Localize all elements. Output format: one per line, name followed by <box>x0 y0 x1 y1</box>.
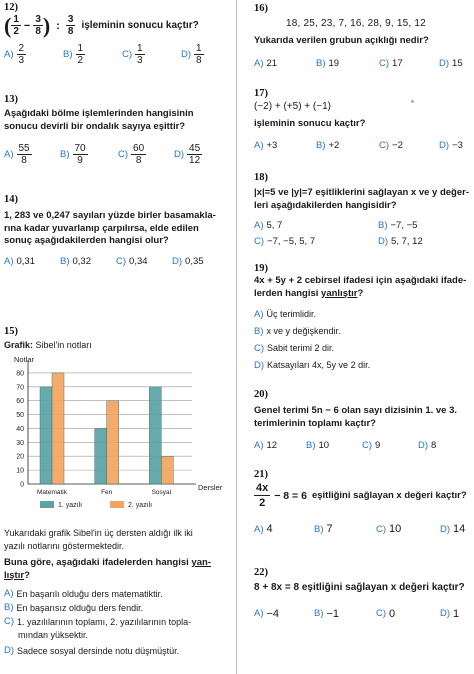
option-b[interactable]: B) 10 <box>306 440 330 451</box>
option-c[interactable]: C) 10 <box>376 523 402 535</box>
question-stem: ( $\frac{1}{2}$ − $\frac{3}{8}$ ) : $\frac{3}{8}$ işleminin sonucu kaçtır? <box>4 12 199 38</box>
option-d[interactable]: D) 0,35 <box>172 255 204 267</box>
question-17 <box>254 88 468 151</box>
option-c[interactable]: C) −7, −5, 5, 7 <box>254 236 316 247</box>
option-c[interactable]: C) 1. yazılılarının toplamı, 2. yazılılarının topla- <box>4 616 192 627</box>
answer-options <box>4 43 204 66</box>
option-c[interactable]: C) 17 <box>379 57 403 69</box>
y-tick-label: 20 <box>16 453 24 461</box>
y-tick-label: 50 <box>16 412 24 420</box>
option-b[interactable]: B) $\frac{1}{2}$ <box>63 43 84 66</box>
option-a[interactable]: A) 4 <box>254 523 273 535</box>
question-stem: Buna göre, aşağıdaki ifadelerden hangisi yan- lıştır? <box>4 557 211 581</box>
question-number: 14) <box>4 194 18 205</box>
answer-options <box>254 58 468 69</box>
option-d[interactable]: D) 15 <box>439 57 463 69</box>
y-tick-label: 0 <box>20 481 24 489</box>
question-20 <box>254 389 470 451</box>
option-d[interactable]: D) 8 <box>418 440 437 451</box>
question-number: 12) <box>4 2 18 13</box>
bar-1-matematik <box>40 387 52 484</box>
option-d[interactable]: D) 1 <box>440 607 460 620</box>
option-a[interactable]: A) 0,31 <box>4 255 35 267</box>
fraction: $\frac{3}{8}$ <box>67 14 74 37</box>
x-tick-label: Fen <box>101 489 113 496</box>
bar-2-sosyal <box>161 456 173 484</box>
question-stem: 4x + 5y + 2 cebirsel ifadesi için aşağıdaki ifade- lerden hangisi yanlıştır? <box>254 275 467 299</box>
option-b[interactable]: B) 19 <box>316 57 340 69</box>
option-d[interactable]: D) $\frac{1}{8}$ <box>181 43 202 66</box>
option-d[interactable]: D) 14 <box>440 523 466 535</box>
option-c[interactable]: C) 0,34 <box>116 255 148 267</box>
option-b[interactable]: B) x ve y değişkendir. <box>254 326 341 337</box>
legend-label: 2. yazılı <box>128 502 153 509</box>
option-b[interactable]: B) −1 <box>314 607 340 620</box>
option-b[interactable]: B) +2 <box>316 139 340 151</box>
option-b[interactable]: B) 0,32 <box>60 255 91 267</box>
question-22 <box>254 567 470 620</box>
option-a[interactable]: A) En başarılı olduğu ders matematiktir. <box>4 588 163 599</box>
bar-1-sosyal <box>149 387 161 484</box>
option-c[interactable]: C) $\frac{60}{8}$ <box>118 143 145 166</box>
question-14 <box>4 194 234 267</box>
chart-description: Yukarıdaki grafik Sibel'in üç dersten aldığı ilk iki yazılı notlarını göstermektedir. <box>4 528 193 551</box>
fraction: $\frac{1}{2}$ <box>13 14 19 37</box>
column-divider <box>236 0 237 674</box>
decorative-dot <box>411 100 414 103</box>
question-number: 16) <box>254 3 268 14</box>
bar-2-matematik <box>52 373 64 484</box>
answer-options <box>254 140 468 151</box>
option-d[interactable]: D) Katsayıları 4x, 5y ve 2 dir. <box>254 360 371 371</box>
option-c[interactable]: C) −2 <box>379 139 403 151</box>
question-stem: işleminin sonucu kaçtır? <box>254 118 366 129</box>
question-stem: 8 + 8x = 8 eşitliğini sağlayan x değeri kaçtır? <box>254 582 465 593</box>
question-stem: Aşağıdaki bölme işlemlerinden hangisinin sonucu devirli bir ondalık sayıya eşittir? <box>4 108 194 132</box>
question-stem: $\frac{4x}{2}$ − 8 = 6 eşitliğini sağlayan x değeri kaçtır? <box>256 482 467 509</box>
question-21 <box>254 469 470 535</box>
question-stem: 1, 283 ve 0,247 sayıları yüzde birler basamakla- rına kadar yuvarlanıp çarpılırsa, elde edilen sonuç aşağıdakilerden hangisi olur? <box>4 210 216 246</box>
option-b[interactable]: B) 7 <box>314 523 333 535</box>
question-number: 20) <box>254 389 268 400</box>
question-15-body <box>4 527 234 658</box>
option-d[interactable]: D) 5, 7, 12 <box>378 236 423 247</box>
option-a[interactable]: A) $\frac{55}{8}$ <box>4 143 30 166</box>
y-tick-label: 80 <box>16 370 24 378</box>
legend-swatch <box>110 501 124 508</box>
answer-options <box>254 306 470 374</box>
option-b[interactable]: B) $\frac{70}{9}$ <box>60 143 86 166</box>
question-number: 21) <box>254 469 268 480</box>
x-tick-label: Matematik <box>37 489 67 496</box>
answer-options <box>4 587 234 658</box>
y-tick-label: 70 <box>16 384 24 392</box>
y-tick-label: 60 <box>16 398 24 406</box>
bar-2-fen <box>107 401 119 484</box>
answer-options <box>254 608 470 620</box>
fraction: $\frac{3}{8}$ <box>35 14 41 37</box>
option-a[interactable]: A) 12 <box>254 440 278 451</box>
expression: (−2) + (+5) + (−1) <box>254 101 331 112</box>
y-tick-label: 30 <box>16 439 24 447</box>
y-tick-label: 10 <box>16 467 24 475</box>
x-tick-label: Sosyal <box>151 489 172 496</box>
question-12 <box>4 2 204 66</box>
option-c[interactable]: C) 9 <box>362 440 381 451</box>
question-number: 13) <box>4 94 18 105</box>
answer-options <box>254 523 470 535</box>
legend-label: 1. yazılı <box>58 502 83 509</box>
question-16 <box>254 3 468 69</box>
chart-caption: Grafik: Sibel'in notları <box>4 340 92 350</box>
x-axis-label: Dersler <box>198 483 223 492</box>
option-c-continued: mından yüksektir. <box>18 630 89 640</box>
question-number: 19) <box>254 263 268 274</box>
option-a[interactable]: A) +3 <box>254 139 278 151</box>
question-stem: |x|=5 ve |y|=7 eşitliklerini sağlayan x ve y değer- leri aşağıdakilerden hangisidir? <box>254 187 470 211</box>
option-a[interactable]: A) 21 <box>254 57 278 69</box>
answer-options <box>4 256 234 267</box>
answer-options <box>254 440 470 451</box>
option-d[interactable]: D) $\frac{45}{12}$ <box>174 143 201 166</box>
question-number: 17) <box>254 88 268 99</box>
bar-1-fen <box>95 428 107 484</box>
option-d[interactable]: D) −3 <box>439 139 463 151</box>
legend-swatch <box>40 501 54 508</box>
question-number: 15) <box>4 326 18 337</box>
y-tick-label: 40 <box>16 425 24 433</box>
option-a[interactable]: A) −4 <box>254 607 280 620</box>
question-stem: Yukarıda verilen grubun açıklığı nedir? <box>254 35 429 46</box>
option-c[interactable]: C) Sabit terimi 2 dir. <box>254 343 335 354</box>
question-13 <box>4 94 232 166</box>
option-c[interactable]: C) $\frac{1}{3}$ <box>122 43 143 66</box>
option-b[interactable]: B) −7, −5 <box>378 220 418 231</box>
option-b[interactable]: B) En başarısız olduğu ders fendir. <box>4 602 144 613</box>
option-a[interactable]: A) 5, 7 <box>254 220 283 231</box>
option-d[interactable]: D) Sadece sosyal dersinde notu düşmüştür. <box>4 645 180 656</box>
grades-bar-chart <box>4 354 230 522</box>
option-a[interactable]: A) Üç terimlidir. <box>254 309 317 320</box>
answer-options <box>254 218 470 250</box>
question-stem: Genel terimi 5n − 6 olan sayı dizisinin 1. ve 3. terimlerinin toplamı kaçtır? <box>254 405 458 429</box>
y-axis-label: Notlar <box>14 355 35 364</box>
answer-options <box>4 143 232 166</box>
question-18 <box>254 172 470 250</box>
question-number: 18) <box>254 172 268 183</box>
option-a[interactable]: A) $\frac{2}{3}$ <box>4 43 25 66</box>
question-number: 22) <box>254 567 268 578</box>
question-19 <box>254 263 470 374</box>
question-15 <box>4 326 234 350</box>
option-c[interactable]: C) 0 <box>376 607 396 620</box>
number-sequence: 18, 25, 23, 7, 16, 28, 9, 15, 12 <box>286 18 426 29</box>
